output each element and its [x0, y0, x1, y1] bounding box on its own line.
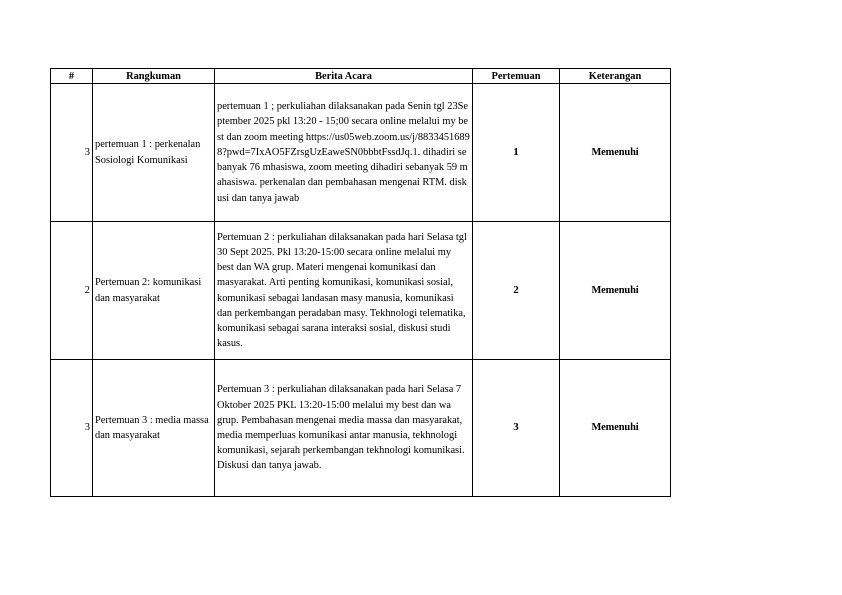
- row-meeting: 2: [473, 222, 560, 360]
- row-minutes: Pertemuan 2 : perkuliahan dilaksanakan pada hari Selasa tgl 30 Sept 2025. Pkl 13:20-15:00 secara online melalui my best dan WA grup. Materi mengenai komunikasi dan masyarakat. Arti penting komunikasi, komunikasi sosial, komunikasi sebagai landasan masy manusia, komunikasi dan perkembangan peradaban masy. Tekhnologi telematika, komunikasi sebagai sarana interaksi sosial, diskusi studi kasus.: [215, 222, 473, 360]
- row-meeting: 1: [473, 84, 560, 222]
- row-minutes: Pertemuan 3 : perkuliahan dilaksanakan pada hari Selasa 7 Oktober 2025 PKL 13:20-15:00 melalui my best dan wa grup. Pembahasan mengenai media massa dan masyarakat, media memperluas komunikasi antar manusia, tekhnologi komunikasi, sejarah perkembangan tekhnologi komunikasi. Diskusi dan tanya jawab.: [215, 360, 473, 497]
- table-row: [51, 222, 671, 360]
- row-summary: Pertemuan 2: komunikasi dan masyarakat: [93, 222, 215, 360]
- header-summary: Rangkuman: [93, 69, 215, 84]
- table-row: [51, 360, 671, 497]
- table-header-row: [51, 69, 671, 84]
- row-summary: pertemuan 1 : perkenalan Sosiologi Komunikasi: [93, 84, 215, 222]
- row-remarks: [560, 84, 671, 222]
- row-remarks-text: Memenuhi: [591, 422, 639, 434]
- report-sheet: [50, 68, 670, 497]
- row-minutes: pertemuan 1 ; perkuliahan dilaksanakan pada Senin tgl 23September 2025 pkl 13:20 - 15;00 secara online melalui my best dan zoom meeting https://us05web.zoom.us/j/88334516898?pwd=7IxAO5FZrsgUzEaweSN0bbbtFssdJq.1. dihadiri sebanyak 76 mhasiswa, zoom meeting dihadiri sebanyak 59 mahasiswa. perkenalan dan pembahasan mengenai RTM. diskusi dan tanya jawab: [215, 84, 473, 222]
- row-meeting: 3: [473, 360, 560, 497]
- table-row: [51, 84, 671, 222]
- row-remarks: [560, 360, 671, 497]
- row-remarks: [560, 222, 671, 360]
- row-summary: Pertemuan 3 : media massa dan masyarakat: [93, 360, 215, 497]
- row-remarks-text: Memenuhi: [591, 284, 639, 296]
- row-remarks-text: Memenuhi: [591, 146, 639, 158]
- row-number: 3: [51, 84, 93, 222]
- row-number: 3: [51, 360, 93, 497]
- header-meeting: Pertemuan: [473, 69, 560, 84]
- meeting-report-table: [50, 68, 671, 497]
- header-minutes: Berita Acara: [215, 69, 473, 84]
- header-number: #: [51, 69, 93, 84]
- row-number: 2: [51, 222, 93, 360]
- header-remarks: Keterangan: [560, 69, 671, 84]
